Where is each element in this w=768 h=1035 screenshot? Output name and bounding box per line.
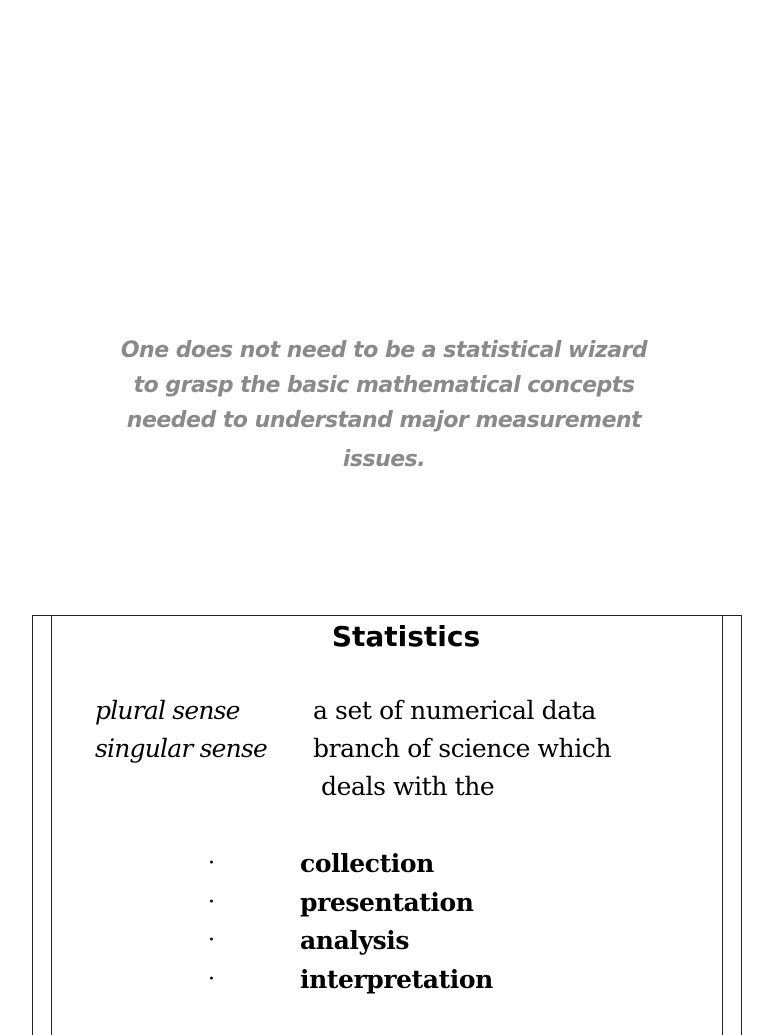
definition-description: branch of science which bbox=[313, 734, 612, 763]
quote-line: to grasp the basic mathematical concepts bbox=[133, 373, 635, 398]
definition-description: deals with the bbox=[321, 772, 495, 801]
bullet-text: interpretation bbox=[300, 965, 493, 995]
quote-line: One does not need to be a statistical wizard bbox=[120, 338, 648, 363]
slide-title: Statistics bbox=[331, 620, 481, 653]
bullet-text: presentation bbox=[300, 887, 474, 917]
quote-text bbox=[104, 333, 664, 477]
quote-line: needed to understand major measurement bbox=[126, 408, 642, 433]
bullet-icon: · bbox=[208, 928, 215, 954]
definition-term: singular sense bbox=[95, 734, 267, 763]
bullet-text: collection bbox=[300, 849, 434, 878]
bullet-icon: · bbox=[208, 967, 215, 993]
frame-inner-left-rule bbox=[51, 616, 52, 1035]
definition-term: plural sense bbox=[95, 696, 240, 725]
bullet-text: analysis bbox=[300, 926, 410, 956]
quote-line: issues. bbox=[342, 447, 426, 472]
bullet-icon: · bbox=[208, 889, 215, 915]
definition-description: a set of numerical data bbox=[313, 696, 596, 725]
frame-inner-right-rule bbox=[722, 616, 723, 1035]
bullet-icon: · bbox=[208, 851, 215, 876]
